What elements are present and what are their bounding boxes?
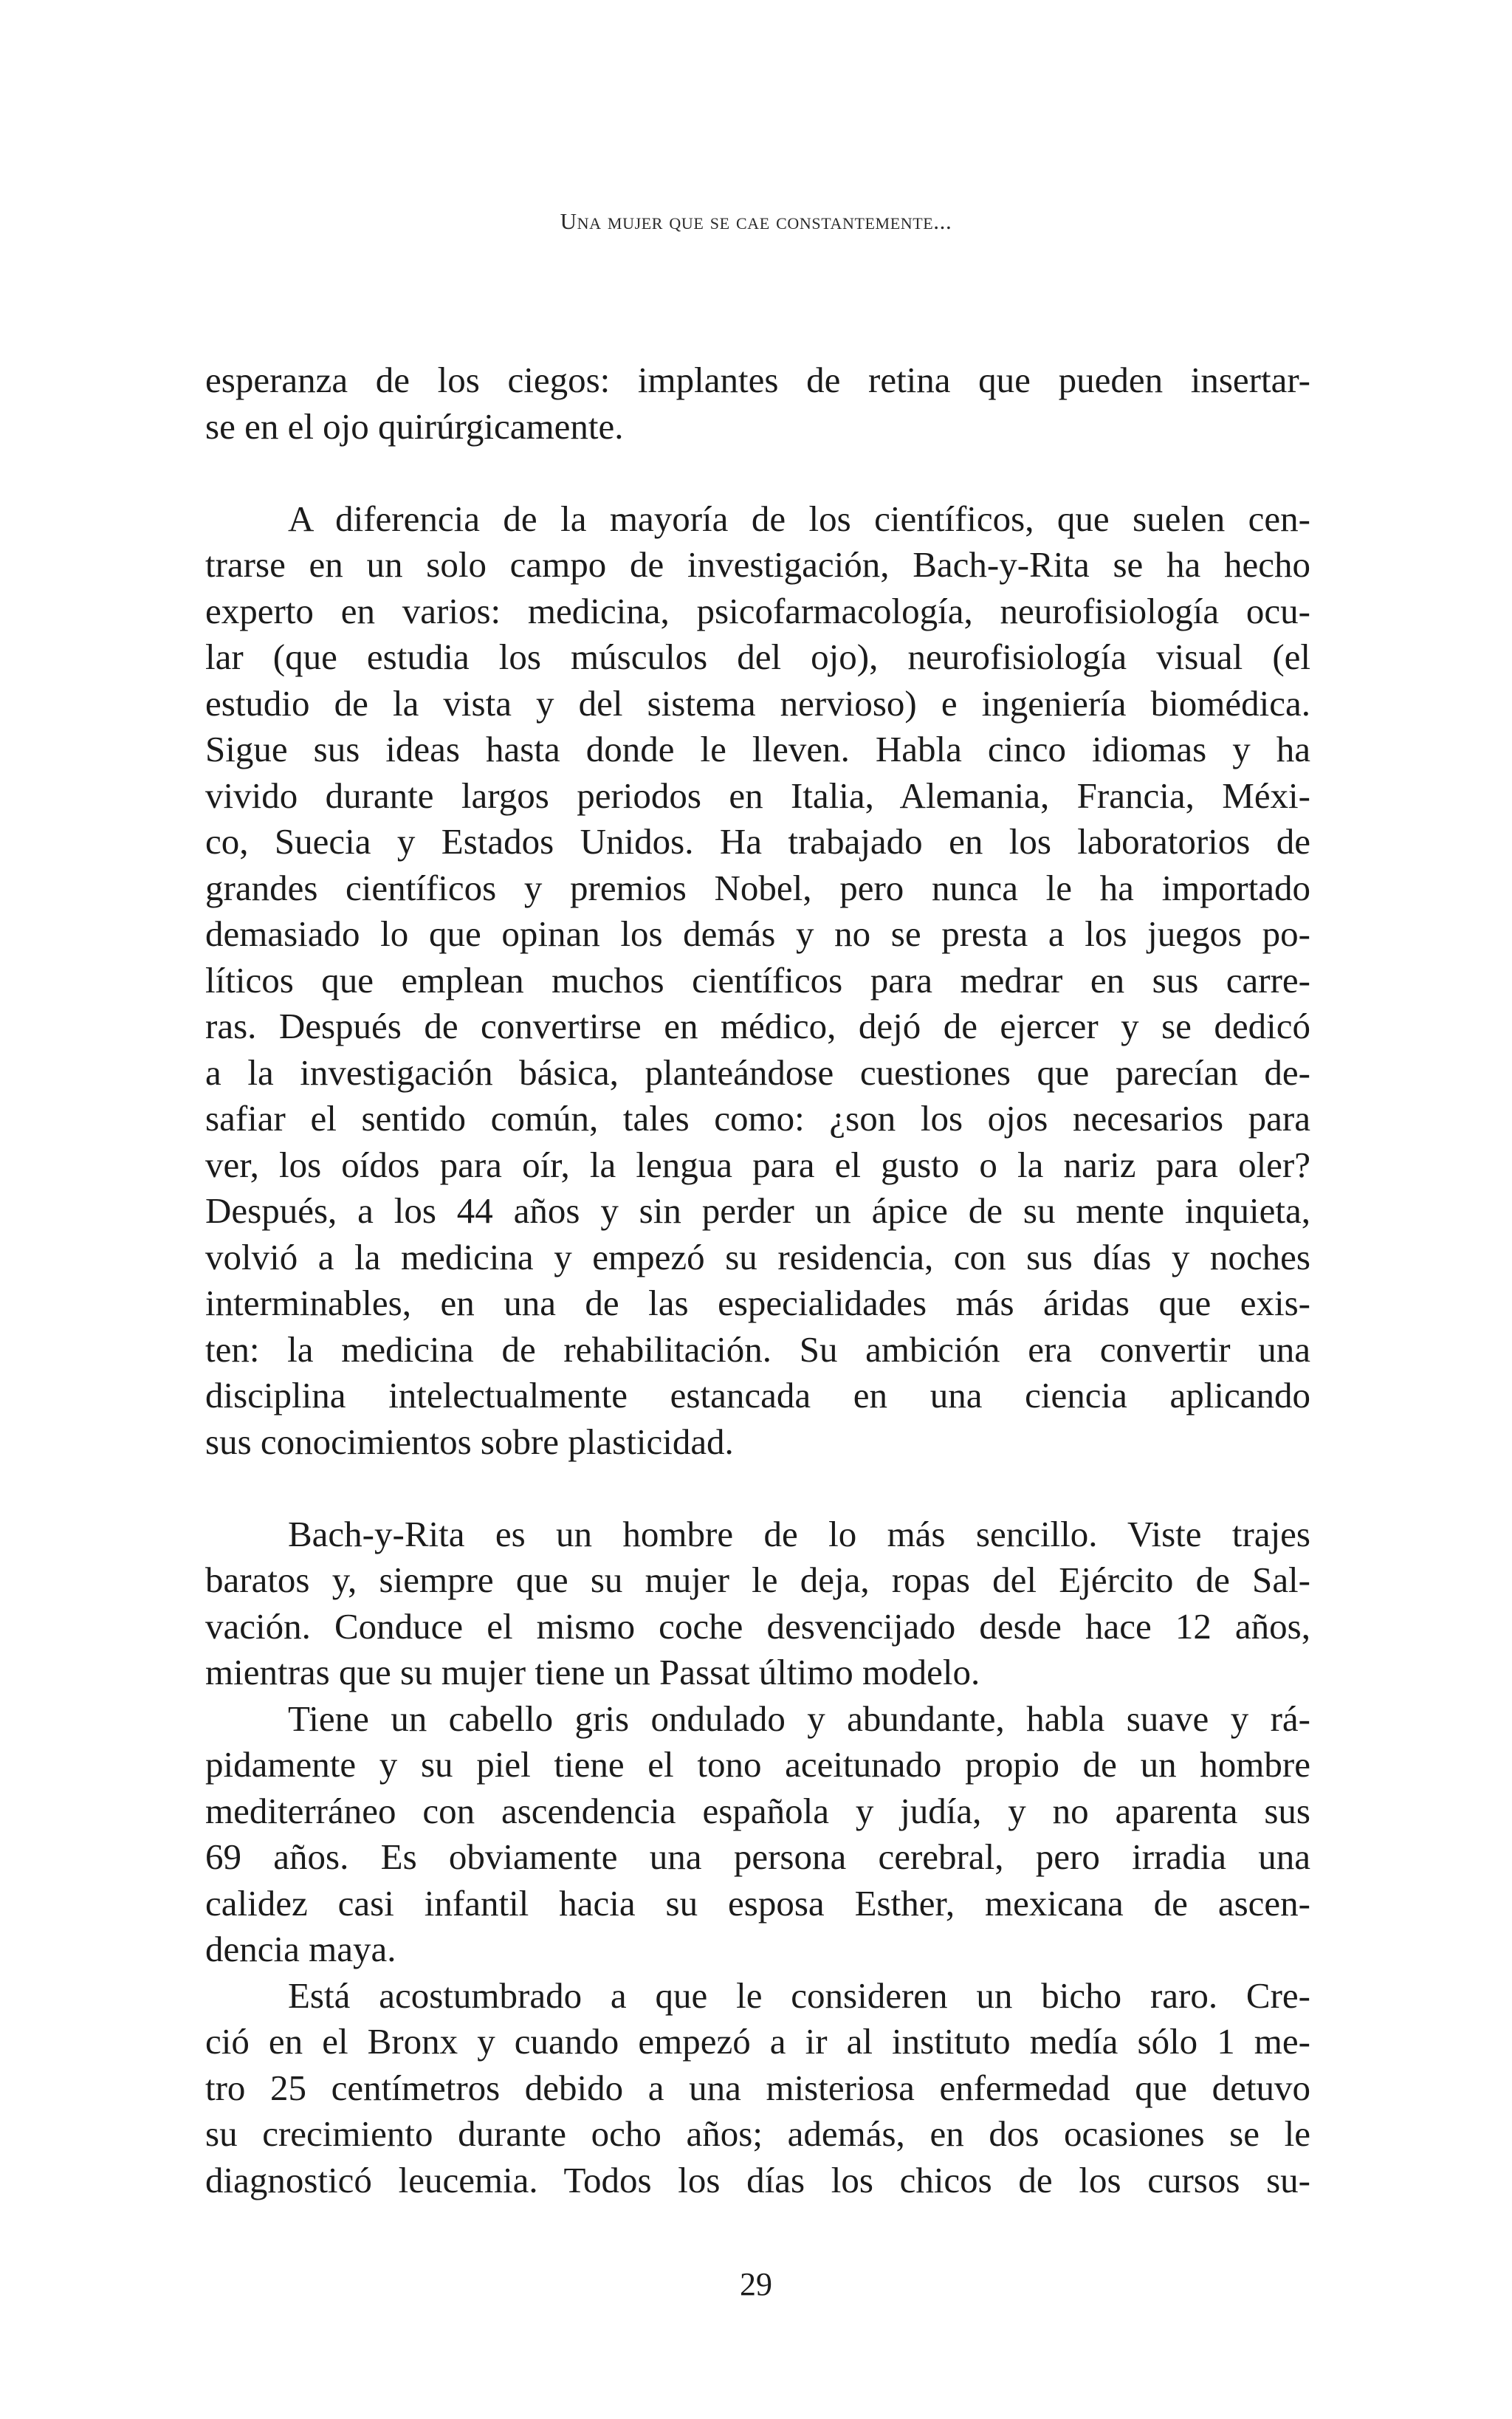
page-number: 29 bbox=[740, 2266, 772, 2302]
text-line: trarse en un solo campo de investigación, Bach-y-Rita se ha hecho bbox=[205, 544, 1310, 585]
body-text bbox=[205, 357, 1310, 2203]
text-line: ten: la medicina de rehabilitación. Su ambición era convertir una bbox=[205, 1328, 1310, 1370]
text-line: experto en varios: medicina, psicofarmacología, neurofisiología ocu- bbox=[205, 590, 1310, 631]
text-line: Está acostumbrado a que le consideren un bicho raro. Cre- bbox=[288, 1974, 1310, 2016]
text-line: tro 25 centímetros debido a una misteriosa enfermedad que detuvo bbox=[205, 2067, 1310, 2108]
text-line: se en el ojo quirúrgicamente. bbox=[205, 405, 624, 447]
text-line: disciplina intelectualmente estancada en una ciencia aplicando bbox=[205, 1375, 1310, 1416]
text-line: mediterráneo con ascendencia española y judía, y no aparenta sus bbox=[205, 1790, 1310, 1831]
text-line: dencia maya. bbox=[205, 1929, 396, 1969]
text-line: estudio de la vista y del sistema nervioso) e ingeniería biomédica. bbox=[205, 682, 1310, 724]
text-line: 69 años. Es obviamente una persona cerebral, pero irradia una bbox=[205, 1836, 1310, 1877]
text-line: vivido durante largos periodos en Italia, Alemania, Francia, Méxi- bbox=[205, 775, 1310, 816]
text-line: Tiene un cabello gris ondulado y abundante, habla suave y rá- bbox=[288, 1698, 1310, 1739]
text-line: interminables, en una de las especialidades más áridas que exis- bbox=[205, 1283, 1310, 1323]
text-line: calidez casi infantil hacia su esposa Esther, mexicana de ascen- bbox=[205, 1882, 1310, 1924]
text-line: demasiado lo que opinan los demás y no se presta a los juegos po- bbox=[205, 913, 1310, 954]
text-line: ras. Después de convertirse en médico, dejó de ejercer y se dedicó bbox=[205, 1006, 1310, 1046]
text-line: ver, los oídos para oír, la lengua para el gusto o la nariz para oler? bbox=[205, 1144, 1310, 1185]
text-line: lar (que estudia los músculos del ojo), neurofisiología visual (el bbox=[205, 637, 1310, 677]
text-line: sus conocimientos sobre plasticidad. bbox=[205, 1421, 734, 1462]
text-line: líticos que emplean muchos científicos para medrar en sus carre- bbox=[205, 959, 1310, 1001]
text-line: A diferencia de la mayoría de los científicos, que suelen cen- bbox=[288, 498, 1310, 539]
text-line: diagnosticó leucemia. Todos los días los chicos de los cursos su- bbox=[205, 2159, 1310, 2200]
text-line: Después, a los 44 años y sin perder un ápice de su mente inquieta, bbox=[205, 1190, 1310, 1231]
text-line: co, Suecia y Estados Unidos. Ha trabajado en los laboratorios de bbox=[205, 821, 1310, 862]
text-line: ció en el Bronx y cuando empezó a ir al instituto medía sólo 1 me- bbox=[205, 2021, 1310, 2062]
text-line: esperanza de los ciegos: implantes de retina que pueden insertar- bbox=[205, 360, 1310, 400]
text-line: Sigue sus ideas hasta donde le lleven. Habla cinco idiomas y ha bbox=[205, 729, 1310, 769]
text-line: safiar el sentido común, tales como: ¿son los ojos necesarios para bbox=[205, 1098, 1310, 1139]
text-line: su crecimiento durante ocho años; además, en dos ocasiones se le bbox=[205, 2113, 1310, 2154]
text-line: mientras que su mujer tiene un Passat último modelo. bbox=[205, 1652, 980, 1692]
text-line: Bach-y-Rita es un hombre de lo más sencillo. Viste trajes bbox=[288, 1513, 1310, 1554]
paragraph-gap bbox=[205, 1465, 1310, 1512]
text-line: volvió a la medicina y empezó su residencia, con sus días y noches bbox=[205, 1236, 1310, 1277]
text-line: baratos y, siempre que su mujer le deja, ropas del Ejército de Sal- bbox=[205, 1560, 1310, 1600]
running-head: Una mujer que se cae constantemente... bbox=[560, 208, 952, 234]
text-line: grandes científicos y premios Nobel, pero nunca le ha importado bbox=[205, 867, 1310, 908]
paragraph-gap bbox=[205, 450, 1310, 496]
text-line: vación. Conduce el mismo coche desvencijado desde hace 12 años, bbox=[205, 1605, 1310, 1647]
text-line: a la investigación básica, planteándose cuestiones que parecían de- bbox=[205, 1051, 1310, 1093]
text-line: pidamente y su piel tiene el tono aceitunado propio de un hombre bbox=[205, 1744, 1310, 1785]
